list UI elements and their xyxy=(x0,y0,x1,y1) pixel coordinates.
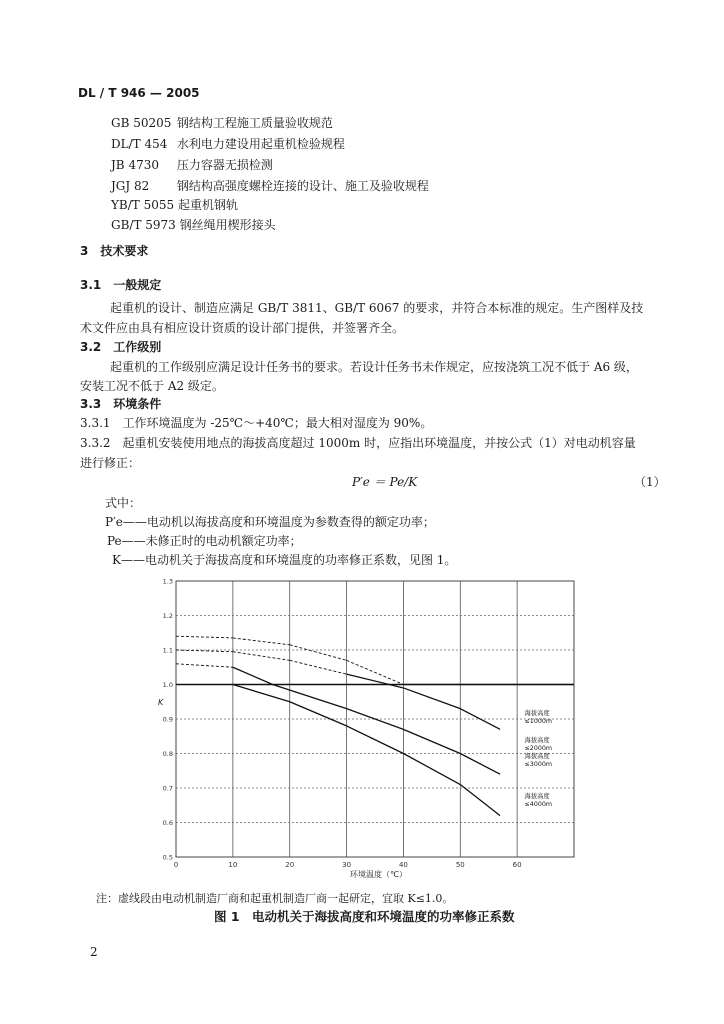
section-3-3-2-text: 进行修正： xyxy=(80,456,141,470)
reference-code: GB 50205 xyxy=(111,116,172,130)
legend-label: ≤2000m xyxy=(524,744,552,752)
reference-code: GB/T 5973 xyxy=(111,218,176,232)
chart-legend xyxy=(525,708,552,808)
legend-label: ≤4000m xyxy=(524,800,552,808)
reference-title: 钢丝绳用楔形接头 xyxy=(179,218,276,232)
x-tick-label: 0 xyxy=(173,861,179,869)
legend-label: 海拔高度 xyxy=(524,736,550,744)
y-axis-label: K xyxy=(158,698,164,707)
y-tick-label: 0.6 xyxy=(162,819,173,827)
legend-label: ≤1000m xyxy=(524,718,552,725)
y-tick-label: 1.1 xyxy=(162,646,173,655)
variable-definition: K——电动机关于海拔高度和环境温度的功率修正系数，见图 1。 xyxy=(112,553,457,567)
series-line xyxy=(233,652,290,661)
series-line xyxy=(176,636,233,638)
x-tick-label: 50 xyxy=(455,861,465,869)
reference-title: 压力容器无损检测 xyxy=(176,158,273,172)
x-tick-label: 30 xyxy=(342,861,352,869)
y-tick-label: 1.3 xyxy=(162,577,173,586)
reference-code: YB/T 5055 xyxy=(111,198,175,212)
y-tick-label: 0.5 xyxy=(162,853,173,862)
section-3-2-text: 安装工况不低于 A2 级定。 xyxy=(80,379,224,393)
series-line xyxy=(176,664,233,667)
document-header: DL / T 946 — 2005 xyxy=(78,86,200,100)
series-line xyxy=(403,688,460,709)
formula-number: （1） xyxy=(634,475,666,489)
series-line xyxy=(347,726,404,754)
chart-series xyxy=(176,636,574,815)
y-tick-label: 1.0 xyxy=(162,681,173,689)
variable-definition: P′e——电动机以海拔高度和环境温度为参数查得的额定功率； xyxy=(105,515,435,529)
k-factor-chart xyxy=(150,575,590,885)
section-3-3-2-text: 3.3.2 起重机安装使用地点的海拔高度超过 1000m 时，应指出环境温度，并按公式（1）对电动机容量 xyxy=(80,436,636,450)
section-3-heading: 3 技术要求 xyxy=(80,244,149,258)
reference-title: 起重机钢轨 xyxy=(177,198,238,212)
reference-item xyxy=(111,177,429,194)
reference-code: DL/T 454 xyxy=(111,137,168,151)
legend-label: 海拔高度 xyxy=(524,753,550,761)
reference-item xyxy=(111,114,333,131)
section-3-1-heading: 3.1 一般规定 xyxy=(80,278,162,292)
reference-title: 钢结构高强度螺栓连接的设计、施工及验收规程 xyxy=(176,179,429,193)
series-line xyxy=(233,638,290,645)
series-line xyxy=(460,709,500,730)
y-tick-label: 0.8 xyxy=(162,750,173,758)
chart-ticks xyxy=(163,578,522,870)
reference-item xyxy=(111,216,276,233)
section-3-2-text: 起重机的工作级别应满足设计任务书的要求。若设计任务书未作规定，应按浇筑工况不低于 A6 级， xyxy=(110,360,638,374)
page-number: 2 xyxy=(90,945,98,959)
series-line xyxy=(290,660,347,674)
series-line xyxy=(403,754,460,785)
section-3-1-text: 起重机的设计、制造应满足 GB/T 3811、GB/T 6067 的要求，并符合本标准的规定。生产图样及技 xyxy=(110,301,644,315)
section-3-3-heading: 3.3 环境条件 xyxy=(80,397,162,411)
reference-item xyxy=(111,156,273,173)
reference-title: 钢结构工程施工质量验收规范 xyxy=(176,116,333,130)
series-line xyxy=(403,729,460,753)
reference-title: 水利电力建设用起重机检验规程 xyxy=(176,137,345,151)
section-3-1-text: 术文件应由具有相应设计资质的设计部门提供，并签署齐全。 xyxy=(80,321,405,335)
series-line xyxy=(290,645,347,661)
figure-note: 注：虚线段由电动机制造厂商和起重机制造厂商一起研定，宜取 K≤1.0。 xyxy=(96,892,454,905)
y-tick-label: 0.7 xyxy=(162,784,173,793)
legend-label: 海拔高度 xyxy=(524,710,550,717)
x-tick-label: 20 xyxy=(285,861,295,869)
reference-code: JGJ 82 xyxy=(111,179,150,193)
variable-definition: Pe——未修正时的电动机额定功率； xyxy=(107,534,302,548)
x-tick-label: 40 xyxy=(398,861,408,869)
formula: P′e ＝ Pe/K xyxy=(352,475,418,489)
x-axis-label: 环境温度（℃） xyxy=(350,870,407,879)
reference-item xyxy=(111,135,345,152)
where-label: 式中： xyxy=(105,496,142,510)
x-tick-label: 60 xyxy=(512,861,522,869)
series-line xyxy=(460,754,500,775)
reference-item xyxy=(111,196,238,213)
reference-code: JB 4730 xyxy=(111,158,159,172)
figure-title: 图 1 电动机关于海拔高度和环境温度的功率修正系数 xyxy=(214,909,515,924)
x-tick-label: 10 xyxy=(228,861,238,869)
y-tick-label: 1.2 xyxy=(162,612,173,620)
legend-label: ≤3000m xyxy=(524,761,552,769)
legend-label: 海拔高度 xyxy=(524,792,550,800)
series-line xyxy=(273,685,347,709)
series-line xyxy=(233,667,273,684)
section-3-2-heading: 3.2 工作级别 xyxy=(80,340,162,354)
y-tick-label: 0.9 xyxy=(162,715,173,724)
section-3-3-1-text: 3.3.1 工作环境温度为 -25℃～+40℃；最大相对湿度为 90%。 xyxy=(80,416,433,430)
series-line xyxy=(460,785,500,816)
series-line xyxy=(347,709,404,730)
